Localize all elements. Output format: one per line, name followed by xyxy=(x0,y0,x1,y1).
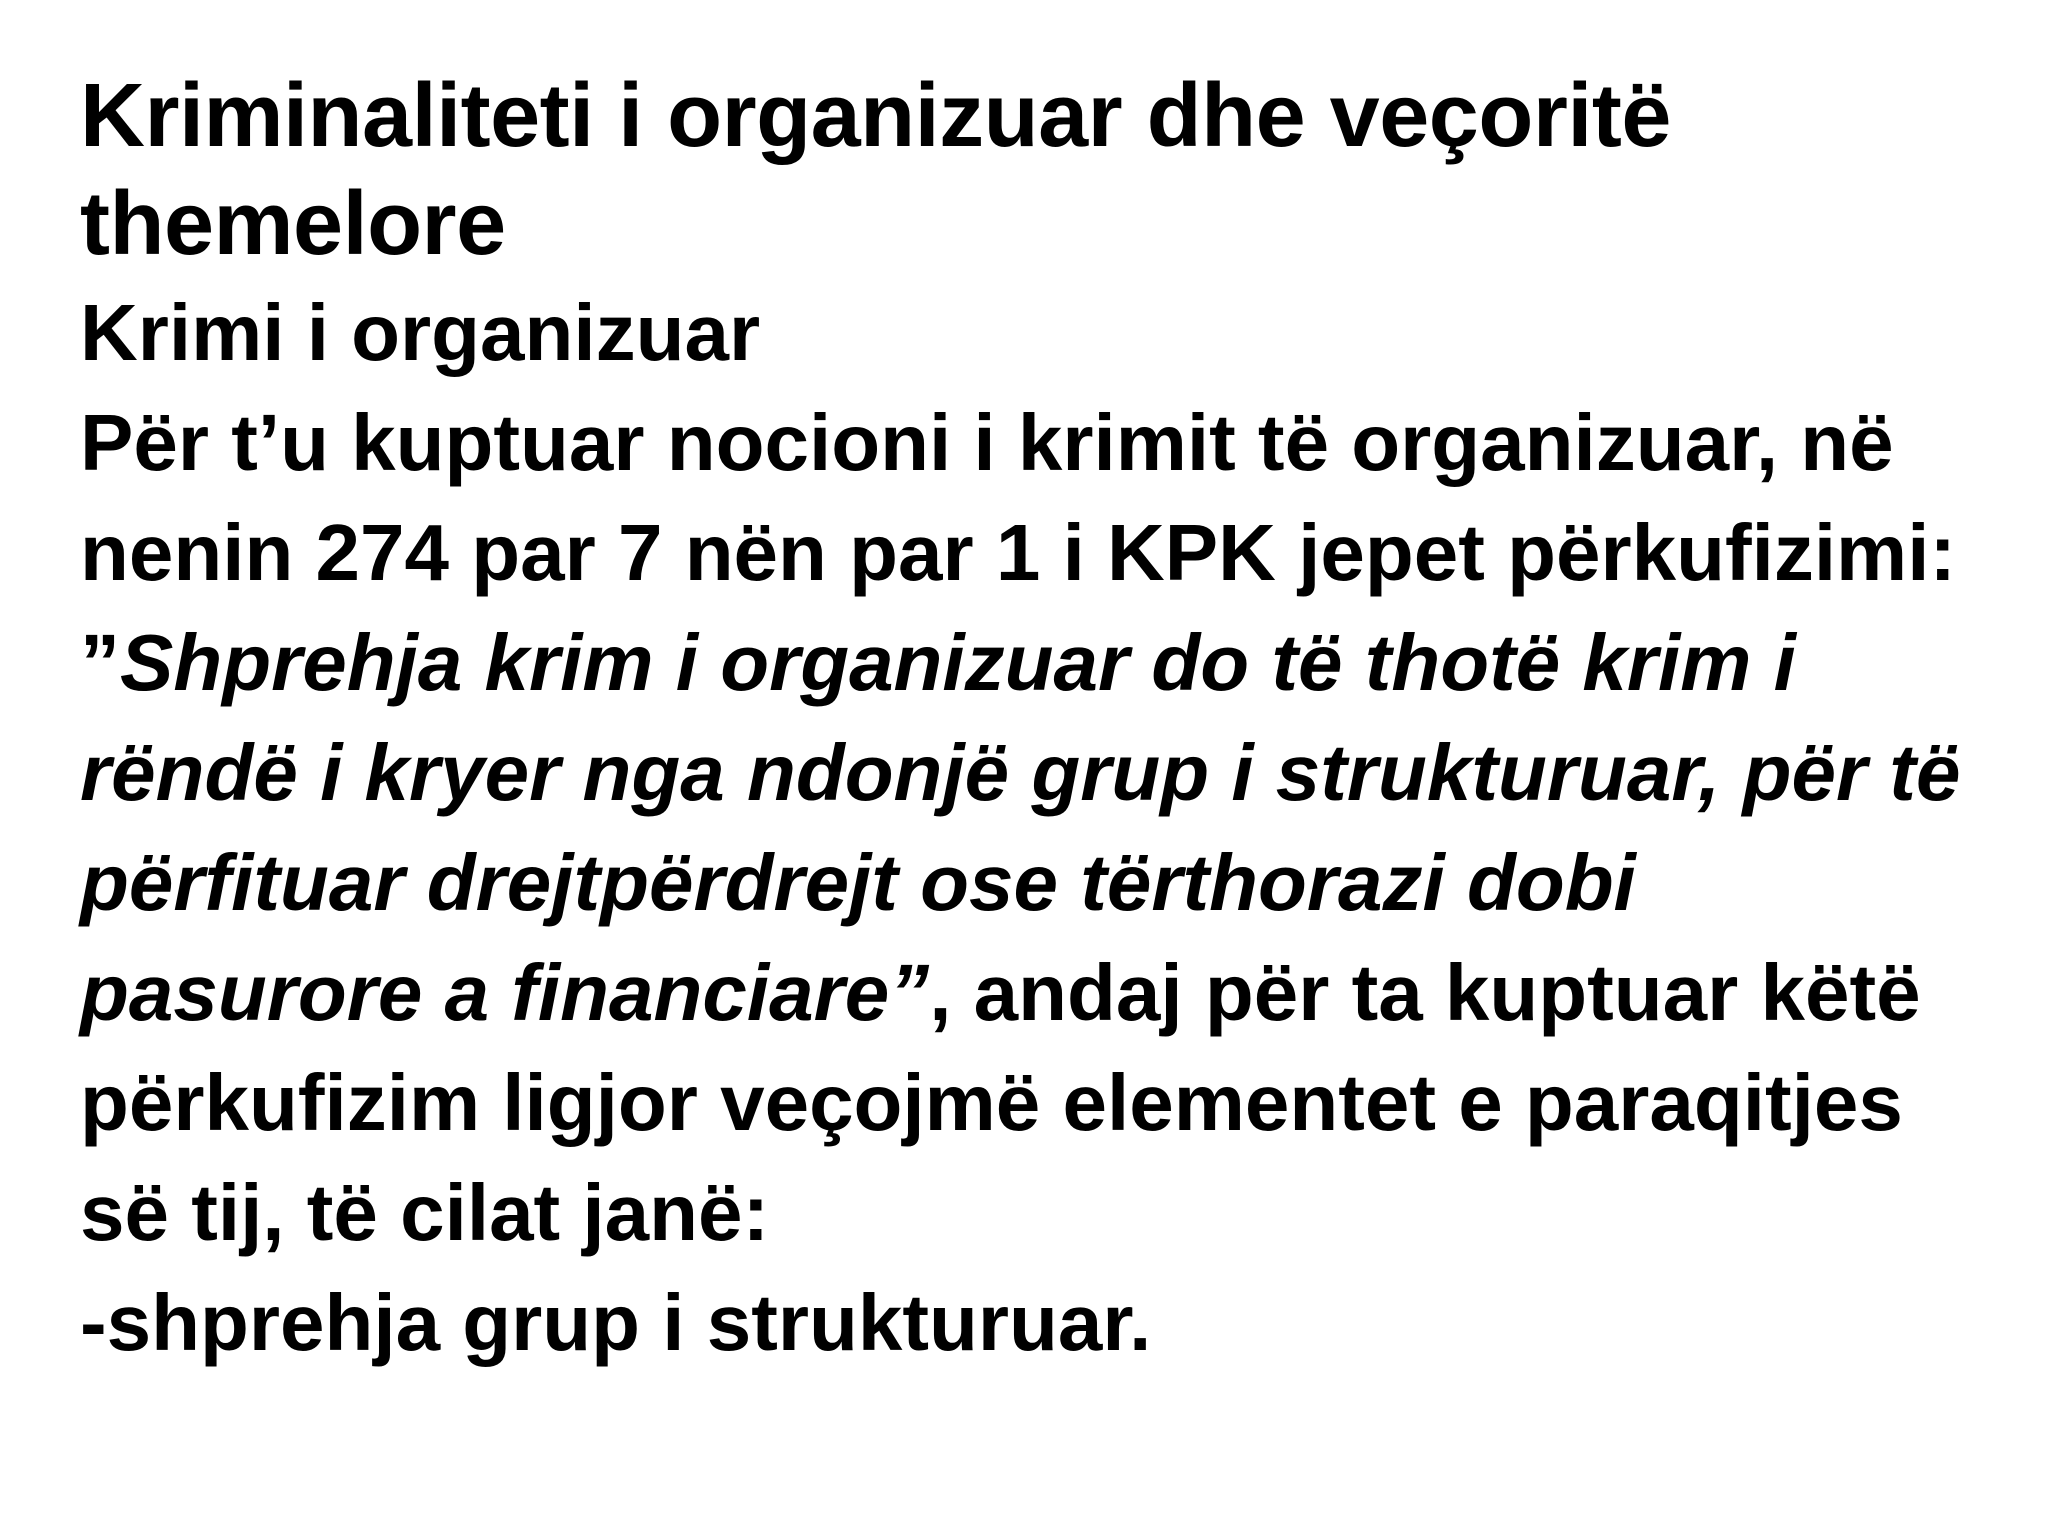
paragraph-intro: Për t’u kuptuar nocioni i krimit të organizuar, në nenin 274 par 7 nën par 1 i KPK jepet përkufizimi: ” xyxy=(80,398,1957,707)
slide-title: Kriminaliteti i organizuar dhe veçoritë themelore xyxy=(80,66,1671,274)
slide-content xyxy=(80,62,2000,1378)
definition-paragraph xyxy=(80,388,2000,1268)
section-heading: Krimi i organizuar xyxy=(80,288,761,377)
list-item: -shprehja grup i strukturuar. xyxy=(80,1278,1152,1367)
paragraph-continuation: , andaj për ta kuptuar këtë përkufizim ligjor veçojmë elementet e paraqitjes së tij, të cilat janë: xyxy=(80,948,1921,1257)
legal-definition-quote: Shprehja krim i organizuar do të thotë krim i rëndë i kryer nga ndonjë grup i strukturuar, për të përfituar drejtpërdrejt ose tërthorazi dobi pasurore a financiare” xyxy=(80,618,1961,1037)
